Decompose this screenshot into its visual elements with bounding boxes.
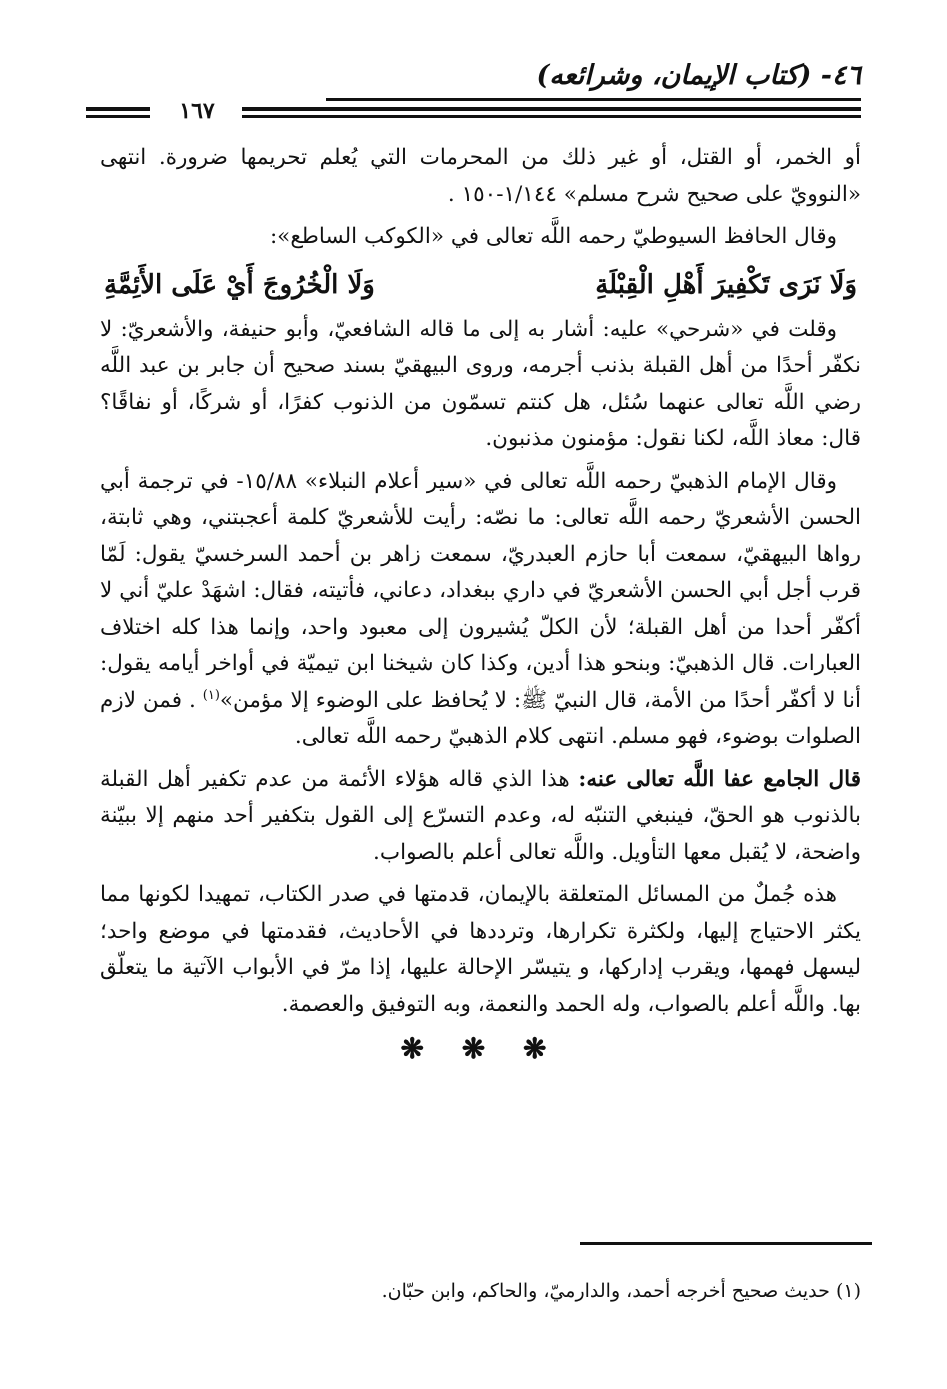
dhahabi-text-tail: . فمن لازم الصلوات بوضوء، فهو مسلم. انتهى كلام الذهبيّ رحمه اللَّه تعالى.: [100, 687, 861, 749]
paragraph-suyuti-intro: وقال الحافظ السيوطيّ رحمه اللَّه تعالى في «الكوكب الساطع»:: [269, 224, 837, 249]
footnote: (١) حديث صحيح أخرجه أحمد، والدارميّ، والحاكم، وابن حبّان.: [381, 1280, 861, 1302]
main-text: [100, 140, 861, 1068]
paragraph-commentary: وقلت في «شرحي» عليه: أشار به إلى ما قاله الشافعيّ، وأبو حنيفة، والأشعريّ: لا نكفّر أحدًا من أهل القبلة بذنب أجرمه، وروى البيهقيّ بسند صحيح أن جابر بن عبد اللَّه رضي اللَّه تعالى عنهما سُئل، هل كنتم تسمّون من الذنوب كفرًا، أو شركًا، أو نفاقًا؟ قال: معاذ اللَّه، لكنا نقول: مؤمنون مذنبون.: [100, 316, 861, 451]
running-title: ٤٦- (كتاب الإيمان، وشرائعه): [536, 60, 861, 91]
hadith-number: ١٦٧: [179, 98, 215, 124]
header-rule-left-lower: [86, 115, 150, 118]
page-header: [86, 60, 861, 124]
header-rule-top: [326, 98, 861, 101]
footnote-reference-mark[interactable]: (١): [202, 687, 220, 703]
header-rule-left: [86, 107, 150, 111]
paragraph-dhahabi: [100, 464, 861, 756]
paragraph-conclusion: هذه جُملٌ من المسائل المتعلقة بالإيمان، قدمتها في صدر الكتاب، تمهيدا لكونها مما يكثر الاحتياج إليها، ولكثرة تكرارها، وترددها في الأحاديث، فقدمتها في موضع واحد؛ ليسهل فهمها، ويقرب إداركها، و يتيسّر الإحالة عليها، إذا مرّ في الأبواب الآتية ما يتعلّق بها. واللَّه أعلم بالصواب، وله الحمد والنعمة، وبه التوفيق والعصمة.: [100, 882, 861, 1017]
compiler-lead: قال الجامع عفا اللَّه تعالى عنه:: [578, 766, 861, 792]
header-rule-right: [242, 107, 861, 111]
footnote-rule: [580, 1242, 872, 1245]
paragraph-compiler: [100, 762, 861, 872]
verse-first-hemistich: وَلَا نَرَى تَكْفِيرَ أَهْلِ الْقِبْلَةِ: [595, 269, 857, 300]
section-divider-stars: ❋ ❋ ❋: [400, 1032, 561, 1065]
verse-second-hemistich: وَلَا الْخُرُوجَ أَيْ عَلَى الأَئِمَّةِ: [104, 269, 375, 300]
header-rule-right-lower: [242, 115, 861, 118]
poetry-verse: [100, 262, 861, 308]
dhahabi-text: وقال الإمام الذهبيّ رحمه اللَّه تعالى في «سير أعلام النبلاء» ١٥/٨٨- في ترجمة أبي الحسن الأشعريّ رحمه اللَّه تعالى: ما نصّه: رأيت للأشعريّ كلمة أعجبتني، وهي ثابتة، رواها البيهقيّ، سمعت أبا حازم العبدريّ، سمعت زاهر بن أحمد السرخسيّ يقول: لَمّا قرب أجل أبي الحسن الأشعريّ في داري ببغداد، دعاني، فأتيته، فقال: اشهَدْ عليّ أني لا أكفّر أحدا من أهل القبلة؛ لأن الكلّ يُشيرون إلى معبود واحد، وإنما هذا كله اختلاف العبارات. قال الذهبيّ: وبنحو هذا أدين، وكذا كان شيخنا ابن تيميّة في أواخر أيامه يقول: أنا لا أكفّر أحدًا من الأمة، قال النبيّ ﷺ: لا يُحافظ على الوضوء إلا مؤمن»: [100, 468, 861, 713]
paragraph-nawawi-quote: أو الخمر، أو القتل، أو غير ذلك من المحرمات التي يُعلم تحريمها ضرورة. انتهى «النوويّ على صحيح شرح مسلم» ١/١٤٤-١٥٠ .: [100, 145, 861, 207]
compiler-text: هذا الذي قاله هؤلاء الأئمة من عدم تكفير أهل القبلة بالذنوب هو الحقّ، فينبغي التنبّه له، وعدم التسرّع إلى القول بتكفير أحد منهم إلا ببيّنة واضحة، لا يُقبل معها التأويل. واللَّه تعالى أعلم بالصواب.: [100, 766, 861, 865]
